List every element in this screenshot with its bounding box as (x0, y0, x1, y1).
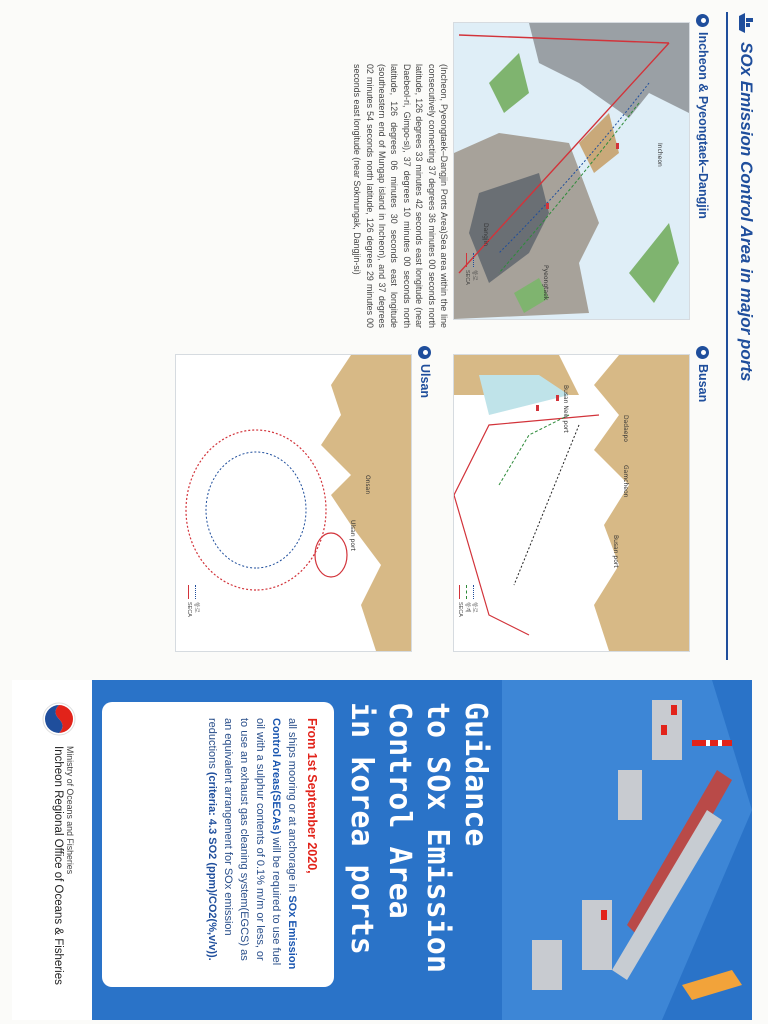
map-legend: 항로 SECA (463, 253, 477, 285)
map-label: Ulsan port (349, 520, 356, 551)
criteria-text: (criteria: 4.3 SO2 (ppm)/CO2(%,v/v)). (206, 771, 218, 961)
map-label: Busan port (612, 535, 619, 568)
ship-icon (737, 12, 755, 34)
cover-title: Guidance to SOx Emission Control Area in korea ports (344, 702, 493, 973)
effective-date: From 1st September 2020, (305, 718, 319, 874)
map-label: Dadaepo (622, 415, 629, 442)
cover-panel (12, 680, 752, 1020)
map-legend: 항로 항계 SECA (456, 585, 477, 617)
map-label: Pyeongtaek (542, 265, 549, 301)
title-rule (726, 12, 728, 660)
page-title (736, 12, 756, 381)
section-heading-ulsan: Ulsan (418, 346, 432, 398)
location-pin-icon (419, 346, 432, 359)
location-pin-icon (697, 346, 710, 359)
map-label: Gamcheon (622, 465, 629, 498)
section-heading-incheon: Incheon & Pyeongtaek–Dangjin (696, 14, 710, 219)
map-incheon (453, 22, 690, 320)
map-label: Onsan (364, 475, 371, 495)
map-label: Incheon (656, 143, 663, 167)
ministry-footer (12, 680, 92, 1020)
guidance-text: all ships mooring or at anchorage in SOx Emission Control Areas(SECAs) will be required to use fuel oil with a sulphur contents of 0.1% m/m or less, or to use an exhaust gas cleaning system(EGCS) as an equivalent arrangement for SOx emission reductions (criteria: 4.3 SO2 (ppm)/CO2(%,v/v)). (206, 718, 298, 970)
map-busan (453, 354, 690, 652)
map-ulsan (175, 354, 412, 652)
map-label: Busan New port (562, 385, 569, 433)
location-pin-icon (697, 14, 710, 27)
ministry-emblem-icon (42, 702, 76, 736)
port-illustration (502, 680, 752, 1020)
map-label: Dangjin (482, 223, 489, 247)
page-title-text: SOx Emission Control Area in major ports (737, 42, 756, 382)
guidance-card (102, 702, 334, 987)
ministry-text: Ministry of Oceans and Fisheries Incheon Regional Office of Oceans & Fisheries (52, 746, 75, 985)
map-legend: 항로 SECA (185, 585, 199, 617)
incheon-description: (Incheon, Pyeongtaek–Dangjin Ports Area)Sea area within the line consecutively connecting 37 degrees 36 minutes 00 seconds north latitude, 126 degrees 33 minutes 42 seconds east longitude (near Daebeol-ri, Gimpo-si), 37 degrees 10 minutes 00 seconds north latitude, 126 degrees 06 minutes 30 seconds east longitude (southeastern end of Mungap island in Incheon), and 37 degrees 02 minutes 54 seconds north latitude, 126 degrees 29 minutes 00 seconds east longitude (near Sokmungak, Dangjin-si) (352, 64, 449, 328)
section-heading-busan: Busan (696, 346, 710, 402)
